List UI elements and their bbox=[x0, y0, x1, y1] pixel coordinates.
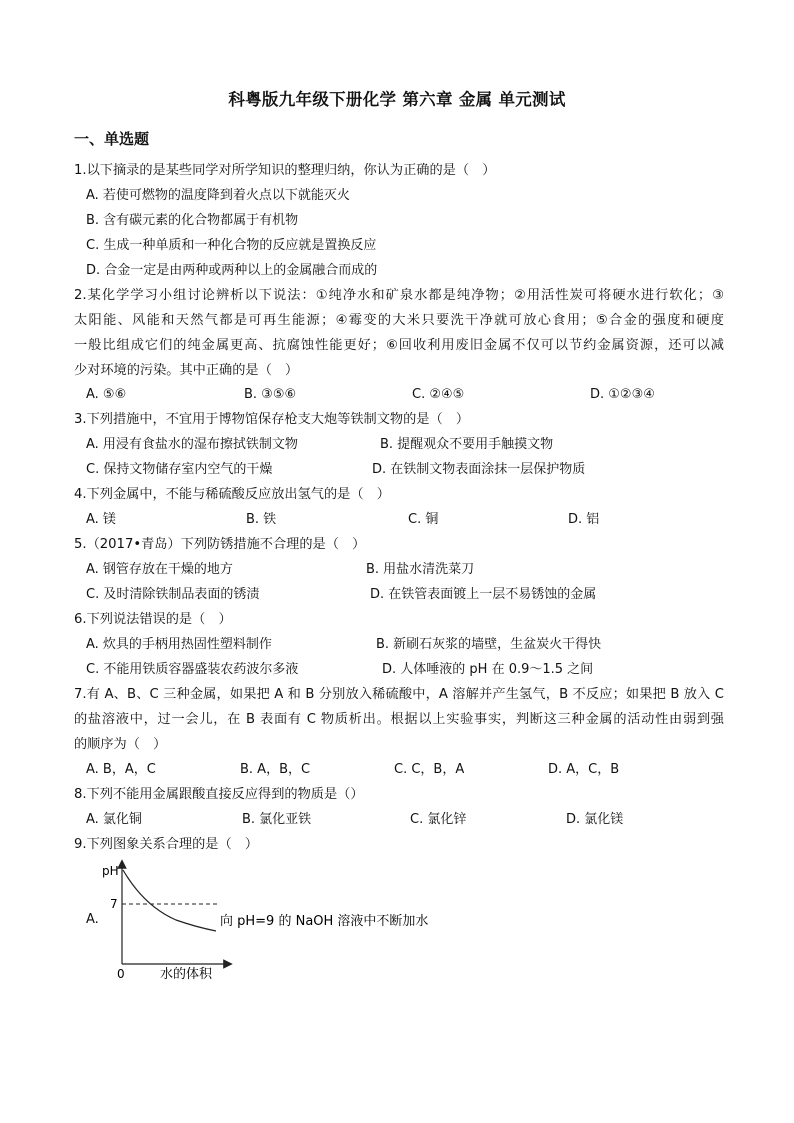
q3-option-d[interactable]: D. 在铁制文物表面涂抹一层保护物质 bbox=[372, 462, 586, 477]
question-8-stem: 8.下列不能用金属跟酸直接反应得到的物质是（） bbox=[74, 787, 364, 802]
q1-option-d[interactable]: D. 合金一定是由两种或两种以上的金属融合而成的 bbox=[86, 263, 378, 278]
q6-option-d[interactable]: D. 人体唾液的 pH 在 0.9～1.5 之间 bbox=[382, 662, 594, 677]
page-title: 科粤版九年级下册化学 第六章 金属 单元测试 bbox=[228, 90, 566, 109]
question-7-stem-line-1: 7.有 A、B、C 三种金属，如果把 A 和 B 分别放入稀硫酸中，A 溶解并产生氢气，B 不反应；如果把 B 放入 C bbox=[74, 687, 724, 702]
q2-option-b[interactable]: B. ③⑤⑥ bbox=[244, 387, 297, 402]
q2-option-d[interactable]: D. ①②③④ bbox=[590, 387, 655, 402]
question-6-stem: 6.下列说法错误的是（ ） bbox=[74, 612, 232, 627]
q8-option-c[interactable]: C. 氯化锌 bbox=[410, 812, 467, 827]
question-9-stem: 9.下列图象关系合理的是（ ） bbox=[74, 837, 259, 852]
y-axis-label: pH bbox=[102, 864, 119, 878]
q4-option-a[interactable]: A. 镁 bbox=[86, 512, 116, 527]
q6-option-b[interactable]: B. 新刷石灰浆的墙壁，生盆炭火干得快 bbox=[376, 637, 602, 652]
q3-option-c[interactable]: C. 保持文物储存室内空气的干燥 bbox=[86, 462, 273, 477]
graph-caption: 向 pH=9 的 NaOH 溶液中不断加水 bbox=[220, 914, 429, 929]
q7-option-a[interactable]: A. B，A，C bbox=[86, 762, 156, 777]
question-2-stem-line-1: 2.某化学学习小组讨论辨析以下说法：①纯净水和矿泉水都是纯净物；②用活性炭可将硬水进行软化；③ bbox=[74, 288, 724, 303]
question-4-stem: 4.下列金属中，不能与稀硫酸反应放出氢气的是（ ） bbox=[74, 487, 390, 502]
origin-label: 0 bbox=[117, 967, 125, 981]
q7-option-b[interactable]: B. A，B，C bbox=[240, 762, 311, 777]
section-heading: 一、单选题 bbox=[74, 130, 150, 148]
q1-option-c[interactable]: C. 生成一种单质和一种化合物的反应就是置换反应 bbox=[86, 238, 377, 253]
q4-option-d[interactable]: D. 铝 bbox=[568, 512, 600, 527]
q5-option-b[interactable]: B. 用盐水清洗菜刀 bbox=[366, 562, 475, 577]
question-5-stem: 5.（2017•青岛）下列防锈措施不合理的是（ ） bbox=[74, 537, 366, 552]
q8-option-b[interactable]: B. 氯化亚铁 bbox=[242, 812, 312, 827]
q2-option-c[interactable]: C. ②④⑤ bbox=[412, 387, 465, 402]
q5-option-d[interactable]: D. 在铁管表面镀上一层不易锈蚀的金属 bbox=[370, 587, 597, 602]
q6-option-a[interactable]: A. 炊具的手柄用热固性塑料制作 bbox=[86, 637, 272, 652]
q8-option-d[interactable]: D. 氯化镁 bbox=[566, 812, 624, 827]
ph-curve bbox=[123, 870, 216, 931]
question-3-stem: 3.下列措施中，不宜用于博物馆保存枪支大炮等铁制文物的是（ ） bbox=[74, 412, 470, 427]
ph-dilution-graph bbox=[96, 858, 436, 984]
question-7-stem-line-2: 的盐溶液中，过一会儿，在 B 表面有 C 物质析出。根据以上实验事实，判断这三种金属的活动性由弱到强 bbox=[74, 712, 724, 727]
x-axis-label: 水的体积 bbox=[160, 967, 213, 982]
q6-option-c[interactable]: C. 不能用铁质容器盛装农药波尔多液 bbox=[86, 662, 299, 677]
q4-option-b[interactable]: B. 铁 bbox=[246, 512, 277, 527]
q5-option-c[interactable]: C. 及时清除铁制品表面的锈渍 bbox=[86, 587, 260, 602]
question-2-stem-line-2: 太阳能、风能和天然气都是可再生能源；④霉变的大米只要洗干净就可放心食用；⑤合金的强度和硬度 bbox=[74, 313, 724, 328]
ph-7-tick-label: 7 bbox=[110, 897, 118, 911]
q1-option-b[interactable]: B. 含有碳元素的化合物都属于有机物 bbox=[86, 213, 299, 228]
question-2-stem-line-3: 一般比组成它们的纯金属更高、抗腐蚀性能更好；⑥回收利用废旧金属不仅可以节约金属资源，还可以减 bbox=[74, 338, 724, 353]
q9-option-a-label[interactable]: A. bbox=[86, 912, 99, 927]
question-1-stem: 1.以下摘录的是某些同学对所学知识的整理归纳，你认为正确的是（ ） bbox=[74, 163, 496, 178]
q4-option-c[interactable]: C. 铜 bbox=[408, 512, 439, 527]
q1-option-a[interactable]: A. 若使可燃物的温度降到着火点以下就能灭火 bbox=[86, 188, 350, 203]
q7-option-d[interactable]: D. A，C，B bbox=[548, 762, 620, 777]
q3-option-a[interactable]: A. 用浸有食盐水的湿布擦拭铁制文物 bbox=[86, 437, 298, 452]
question-7-stem-line-3: 的顺序为（ ） bbox=[74, 737, 167, 752]
question-2-stem-line-4: 少对环境的污染。其中正确的是（ ） bbox=[74, 363, 299, 378]
q8-option-a[interactable]: A. 氯化铜 bbox=[86, 812, 142, 827]
q7-option-c[interactable]: C. C，B，A bbox=[394, 762, 465, 777]
q5-option-a[interactable]: A. 钢管存放在干燥的地方 bbox=[86, 562, 233, 577]
q3-option-b[interactable]: B. 提醒观众不要用手触摸文物 bbox=[380, 437, 554, 452]
q2-option-a[interactable]: A. ⑤⑥ bbox=[86, 387, 127, 402]
